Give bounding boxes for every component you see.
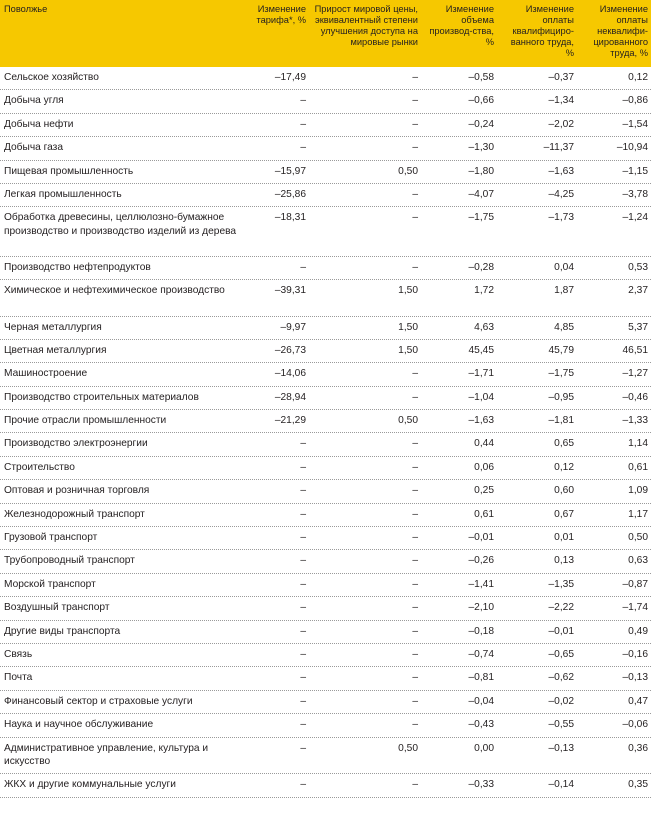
row-sector-name: Добыча нефти	[4, 118, 74, 130]
cell-unskilled-wage: 0,47	[628, 695, 648, 707]
cell-tariff: –	[300, 625, 306, 637]
table-row	[0, 114, 651, 137]
cell-tariff: –	[300, 555, 306, 567]
cell-output-change: 4,63	[474, 321, 494, 333]
cell-output-change: –4,07	[468, 188, 494, 200]
cell-unskilled-wage: –1,15	[622, 165, 648, 177]
cell-skilled-wage: –0,37	[548, 72, 574, 83]
cell-skilled-wage: –1,63	[548, 165, 574, 177]
cell-price-increase: –	[412, 578, 418, 590]
cell-skilled-wage: –1,34	[548, 95, 574, 107]
cell-price-increase: –	[412, 188, 418, 200]
cell-output-change: –1,04	[468, 391, 494, 403]
table-header	[0, 0, 651, 67]
row-sector-name: Сельское хозяйство	[4, 72, 99, 83]
cell-output-change: –0,04	[468, 695, 494, 707]
table-row	[0, 644, 651, 667]
cell-unskilled-wage: –0,06	[622, 719, 648, 731]
cell-price-increase: –	[412, 672, 418, 684]
cell-unskilled-wage: –1,54	[622, 118, 648, 130]
header-output: Изменение объема производ-ства, %	[429, 4, 494, 47]
cell-unskilled-wage: 0,53	[628, 261, 648, 273]
cell-unskilled-wage: 2,37	[628, 284, 648, 296]
cell-tariff: –	[300, 719, 306, 731]
row-sector-name: Трубопроводный транспорт	[4, 555, 135, 567]
cell-tariff: –28,94	[274, 391, 306, 403]
cell-unskilled-wage: 0,35	[628, 779, 648, 791]
cell-unskilled-wage: 1,14	[628, 438, 648, 450]
cell-unskilled-wage: 0,49	[628, 625, 648, 637]
row-sector-name: Цветная металлургия	[4, 344, 107, 356]
table-row	[0, 738, 651, 775]
table-row	[0, 504, 651, 527]
cell-skilled-wage: 4,85	[554, 321, 574, 333]
row-sector-name: Производство строительных материалов	[4, 391, 199, 403]
cell-tariff: –	[300, 438, 306, 450]
cell-price-increase: –	[412, 602, 418, 614]
row-sector-name: Черная металлургия	[4, 321, 102, 333]
cell-skilled-wage: –0,01	[548, 625, 574, 637]
cell-price-increase: –	[412, 508, 418, 520]
table-row	[0, 550, 651, 573]
row-sector-name: Машиностроение	[4, 368, 88, 380]
row-sector-name: Оптовая и розничная торговля	[4, 485, 150, 497]
row-sector-name: Добыча газа	[4, 142, 64, 154]
cell-price-increase: –	[412, 555, 418, 567]
table-row	[0, 433, 651, 456]
row-sector-name: Другие виды транспорта	[4, 625, 121, 637]
cell-output-change: –0,58	[468, 72, 494, 83]
row-sector-name: ЖКХ и другие коммунальные услуги	[4, 779, 176, 791]
row-sector-name: Грузовой транспорт	[4, 532, 98, 544]
cell-output-change: –1,63	[468, 415, 494, 427]
table-row	[0, 67, 651, 90]
cell-price-increase: –	[412, 118, 418, 130]
table-row	[0, 480, 651, 503]
cell-unskilled-wage: 0,63	[628, 555, 648, 567]
header-region: Поволжье	[4, 4, 48, 14]
cell-unskilled-wage: –10,94	[616, 142, 648, 154]
table-body	[0, 67, 651, 798]
cell-output-change: –0,18	[468, 625, 494, 637]
table-row	[0, 597, 651, 620]
cell-skilled-wage: 0,67	[554, 508, 574, 520]
cell-price-increase: 0,50	[398, 415, 418, 427]
cell-skilled-wage: –0,95	[548, 391, 574, 403]
table-row	[0, 691, 651, 714]
cell-tariff: –	[300, 261, 306, 273]
cell-tariff: –21,29	[274, 415, 306, 427]
table-row	[0, 317, 651, 340]
cell-tariff: –	[300, 461, 306, 473]
table-row	[0, 257, 651, 280]
cell-price-increase: –	[412, 695, 418, 707]
cell-unskilled-wage: –1,24	[622, 212, 648, 224]
cell-unskilled-wage: 0,50	[628, 532, 648, 544]
cell-output-change: –1,41	[468, 578, 494, 590]
table-row	[0, 667, 651, 690]
table-row	[0, 280, 651, 317]
cell-skilled-wage: 0,13	[554, 555, 574, 567]
cell-tariff: –	[300, 142, 306, 154]
cell-unskilled-wage: –0,13	[622, 672, 648, 684]
cell-output-change: –0,74	[468, 648, 494, 660]
cell-price-increase: –	[412, 142, 418, 154]
cell-price-increase: –	[412, 95, 418, 107]
cell-skilled-wage: 45,79	[548, 344, 574, 356]
cell-skilled-wage: 0,60	[554, 485, 574, 497]
cell-output-change: –0,33	[468, 779, 494, 791]
cell-skilled-wage: 0,65	[554, 438, 574, 450]
table-row	[0, 340, 651, 363]
row-sector-name: Пищевая промышленность	[4, 165, 134, 177]
cell-unskilled-wage: –0,86	[622, 95, 648, 107]
cell-output-change: –1,71	[468, 368, 494, 380]
cell-tariff: –18,31	[274, 212, 306, 224]
cell-unskilled-wage: 0,61	[628, 461, 648, 473]
cell-skilled-wage: –2,22	[548, 602, 574, 614]
cell-tariff: –26,73	[274, 344, 306, 356]
cell-output-change: –0,24	[468, 118, 494, 130]
cell-price-increase: –	[412, 648, 418, 660]
cell-price-increase: 0,50	[398, 165, 418, 177]
cell-tariff: –	[300, 602, 306, 614]
cell-output-change: 1,72	[474, 284, 494, 296]
cell-tariff: –	[300, 118, 306, 130]
table-row	[0, 457, 651, 480]
cell-tariff: –	[300, 532, 306, 544]
cell-tariff: –25,86	[274, 188, 306, 200]
cell-unskilled-wage: –0,87	[622, 578, 648, 590]
cell-output-change: –0,28	[468, 261, 494, 273]
header-skilled: Изменение оплаты квалифициро-ванного труда, %	[510, 4, 574, 58]
table-row	[0, 184, 651, 207]
row-sector-name: Производство нефтепродуктов	[4, 261, 151, 273]
cell-price-increase: 1,50	[398, 344, 418, 356]
header-price: Прирост мировой цены, эквивалентный степени улучшения доступа на мировые рынки	[314, 4, 418, 47]
row-sector-name: Строительство	[4, 461, 75, 473]
cell-unskilled-wage: 1,09	[628, 485, 648, 497]
cell-price-increase: –	[412, 485, 418, 497]
cell-skilled-wage: –0,14	[548, 779, 574, 791]
cell-output-change: –1,75	[468, 212, 494, 224]
cell-unskilled-wage: –3,78	[622, 188, 648, 200]
table-row	[0, 714, 651, 737]
header-tariff: Изменение тарифа*, %	[256, 4, 306, 25]
table-row	[0, 137, 651, 160]
cell-price-increase: –	[412, 391, 418, 403]
row-sector-name: Добыча угля	[4, 95, 64, 107]
cell-price-increase: –	[412, 368, 418, 380]
cell-tariff: –14,06	[274, 368, 306, 380]
cell-output-change: 45,45	[468, 344, 494, 356]
cell-skilled-wage: 0,12	[554, 461, 574, 473]
cell-unskilled-wage: 0,36	[628, 742, 648, 754]
cell-output-change: 0,25	[474, 485, 494, 497]
table-row	[0, 363, 651, 386]
cell-tariff: –	[300, 742, 306, 754]
table-row	[0, 621, 651, 644]
cell-unskilled-wage: 1,17	[628, 508, 648, 520]
cell-price-increase: –	[412, 532, 418, 544]
cell-skilled-wage: –0,65	[548, 648, 574, 660]
cell-price-increase: –	[412, 625, 418, 637]
cell-price-increase: –	[412, 212, 418, 224]
cell-output-change: –2,10	[468, 602, 494, 614]
cell-skilled-wage: –1,81	[548, 415, 574, 427]
cell-tariff: –	[300, 508, 306, 520]
cell-tariff: –	[300, 95, 306, 107]
cell-unskilled-wage: 5,37	[628, 321, 648, 333]
cell-unskilled-wage: –1,74	[622, 602, 648, 614]
row-sector-name: Производство электроэнергии	[4, 438, 148, 450]
cell-unskilled-wage: –0,46	[622, 391, 648, 403]
cell-tariff: –	[300, 672, 306, 684]
cell-output-change: 0,06	[474, 461, 494, 473]
cell-skilled-wage: –0,62	[548, 672, 574, 684]
cell-output-change: –0,81	[468, 672, 494, 684]
cell-tariff: –9,97	[280, 321, 306, 333]
cell-skilled-wage: –11,37	[543, 142, 574, 154]
cell-skilled-wage: –1,75	[548, 368, 574, 380]
cell-skilled-wage: –0,55	[548, 719, 574, 731]
cell-skilled-wage: 0,04	[554, 261, 574, 273]
cell-unskilled-wage: –0,16	[622, 648, 648, 660]
row-sector-name: Морской транспорт	[4, 578, 96, 590]
cell-output-change: –1,80	[468, 165, 494, 177]
cell-price-increase: 1,50	[398, 321, 418, 333]
cell-skilled-wage: –2,02	[548, 118, 574, 130]
table-row	[0, 161, 651, 184]
table-row	[0, 207, 651, 256]
row-sector-name: Административное управление, культура и искусство	[4, 742, 209, 767]
cell-price-increase: –	[412, 461, 418, 473]
cell-unskilled-wage: –1,27	[622, 368, 648, 380]
cell-skilled-wage: 0,01	[554, 532, 574, 544]
cell-tariff: –15,97	[274, 165, 306, 177]
cell-price-increase: –	[412, 779, 418, 791]
cell-tariff: –	[300, 779, 306, 791]
cell-price-increase: –	[412, 438, 418, 450]
table-row	[0, 410, 651, 433]
row-sector-name: Почта	[4, 672, 33, 684]
cell-price-increase: 1,50	[398, 284, 418, 296]
cell-skilled-wage: –4,25	[548, 188, 574, 200]
cell-output-change: –0,43	[468, 719, 494, 731]
cell-tariff: –17,49	[274, 72, 306, 83]
row-sector-name: Химическое и нефтехимическое производство	[4, 284, 225, 296]
cell-tariff: –	[300, 578, 306, 590]
cell-output-change: –0,26	[468, 555, 494, 567]
row-sector-name: Финансовый сектор и страховые услуги	[4, 695, 193, 707]
cell-skilled-wage: 1,87	[554, 284, 574, 296]
row-sector-name: Наука и научное обслуживание	[4, 719, 154, 731]
cell-unskilled-wage: 46,51	[622, 344, 648, 356]
cell-output-change: 0,61	[474, 508, 494, 520]
cell-skilled-wage: –0,02	[548, 695, 574, 707]
cell-skilled-wage: –0,13	[548, 742, 574, 754]
row-sector-name: Связь	[4, 648, 33, 660]
cell-skilled-wage: –1,35	[548, 578, 574, 590]
cell-price-increase: –	[412, 719, 418, 731]
cell-output-change: 0,44	[474, 438, 494, 450]
table-row	[0, 574, 651, 597]
table-row	[0, 774, 651, 797]
cell-output-change: –1,30	[468, 142, 494, 154]
cell-tariff: –	[300, 695, 306, 707]
row-sector-name: Легкая промышленность	[4, 188, 122, 200]
row-sector-name: Обработка древесины, целлюлозно-бумажное производство и производство изделий из дерева	[4, 212, 237, 237]
cell-tariff: –39,31	[274, 284, 306, 296]
cell-price-increase: –	[412, 261, 418, 273]
cell-output-change: 0,00	[474, 742, 494, 754]
cell-tariff: –	[300, 485, 306, 497]
cell-tariff: –	[300, 648, 306, 660]
cell-price-increase: –	[412, 72, 418, 83]
cell-output-change: –0,01	[468, 532, 494, 544]
table-row	[0, 90, 651, 113]
header-unskilled: Изменение оплаты неквалифи-цированного труда, %	[593, 4, 648, 58]
table-row	[0, 387, 651, 410]
cell-price-increase: 0,50	[398, 742, 418, 754]
cell-unskilled-wage: 0,12	[628, 72, 648, 83]
row-sector-name: Прочие отрасли промышленности	[4, 415, 167, 427]
row-sector-name: Железнодорожный транспорт	[4, 508, 145, 520]
cell-unskilled-wage: –1,33	[622, 415, 648, 427]
table-row	[0, 527, 651, 550]
cell-skilled-wage: –1,73	[548, 212, 574, 224]
row-sector-name: Воздушный транспорт	[4, 602, 110, 614]
cell-output-change: –0,66	[468, 95, 494, 107]
